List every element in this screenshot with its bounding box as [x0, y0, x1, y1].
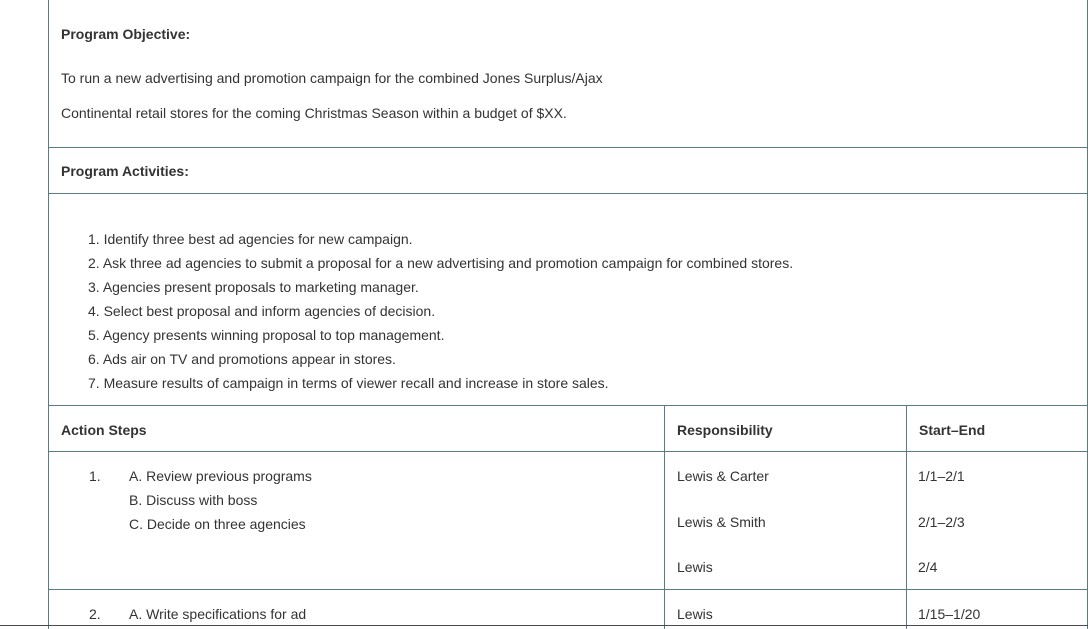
row-date: 2/1–2/3: [918, 514, 965, 530]
row-responsibility: Lewis: [677, 606, 713, 622]
program-activities-header: [48, 147, 1088, 194]
row-step: A. Review previous programs: [129, 468, 312, 484]
objective-text-line-2: Continental retail stores for the coming Christmas Season within a budget of $XX.: [61, 105, 567, 121]
row-step: A. Write specifications for ad: [129, 606, 307, 622]
header-responsibility: Responsibility: [677, 422, 773, 438]
header-start-end: Start–End: [919, 422, 986, 438]
action-table-header-row: [48, 405, 1088, 452]
row-responsibility: Lewis: [677, 559, 713, 575]
row-number: 2.: [89, 606, 101, 622]
activity-item-6: 6. Ads air on TV and promotions appear in stores.: [88, 351, 396, 367]
objective-text-line-1: To run a new advertising and promotion campaign for the combined Jones Surplus/Ajax: [61, 70, 603, 86]
page-bottom-border: [0, 625, 1088, 626]
row-date: 2/4: [918, 559, 938, 575]
activity-item-1: 1. Identify three best ad agencies for new campaign.: [88, 231, 413, 247]
program-objective-section: [48, 0, 1088, 148]
program-activities-heading: Program Activities:: [61, 163, 189, 179]
row-step: C. Decide on three agencies: [129, 516, 306, 532]
table-row: [48, 589, 1088, 629]
header-action-steps: Action Steps: [61, 422, 147, 438]
row-date: 1/15–1/20: [918, 606, 981, 622]
column-divider: [664, 405, 665, 629]
program-activities-list: [48, 193, 1088, 406]
row-responsibility: Lewis & Carter: [677, 468, 769, 484]
activity-item-4: 4. Select best proposal and inform agencies of decision.: [88, 303, 436, 319]
row-date: 1/1–2/1: [918, 468, 965, 484]
row-step: B. Discuss with boss: [129, 492, 258, 508]
activity-item-5: 5. Agency presents winning proposal to top management.: [88, 327, 445, 343]
column-divider: [906, 405, 907, 629]
activity-item-3: 3. Agencies present proposals to marketing manager.: [88, 279, 419, 295]
row-number: 1.: [89, 468, 101, 484]
row-responsibility: Lewis & Smith: [677, 514, 766, 530]
activity-item-7: 7. Measure results of campaign in terms of viewer recall and increase in store sales.: [88, 375, 609, 391]
program-objective-heading: Program Objective:: [61, 26, 191, 42]
activity-item-2: 2. Ask three ad agencies to submit a proposal for a new advertising and promotion campaign for combined stores.: [88, 255, 794, 271]
table-row: [48, 451, 1088, 590]
